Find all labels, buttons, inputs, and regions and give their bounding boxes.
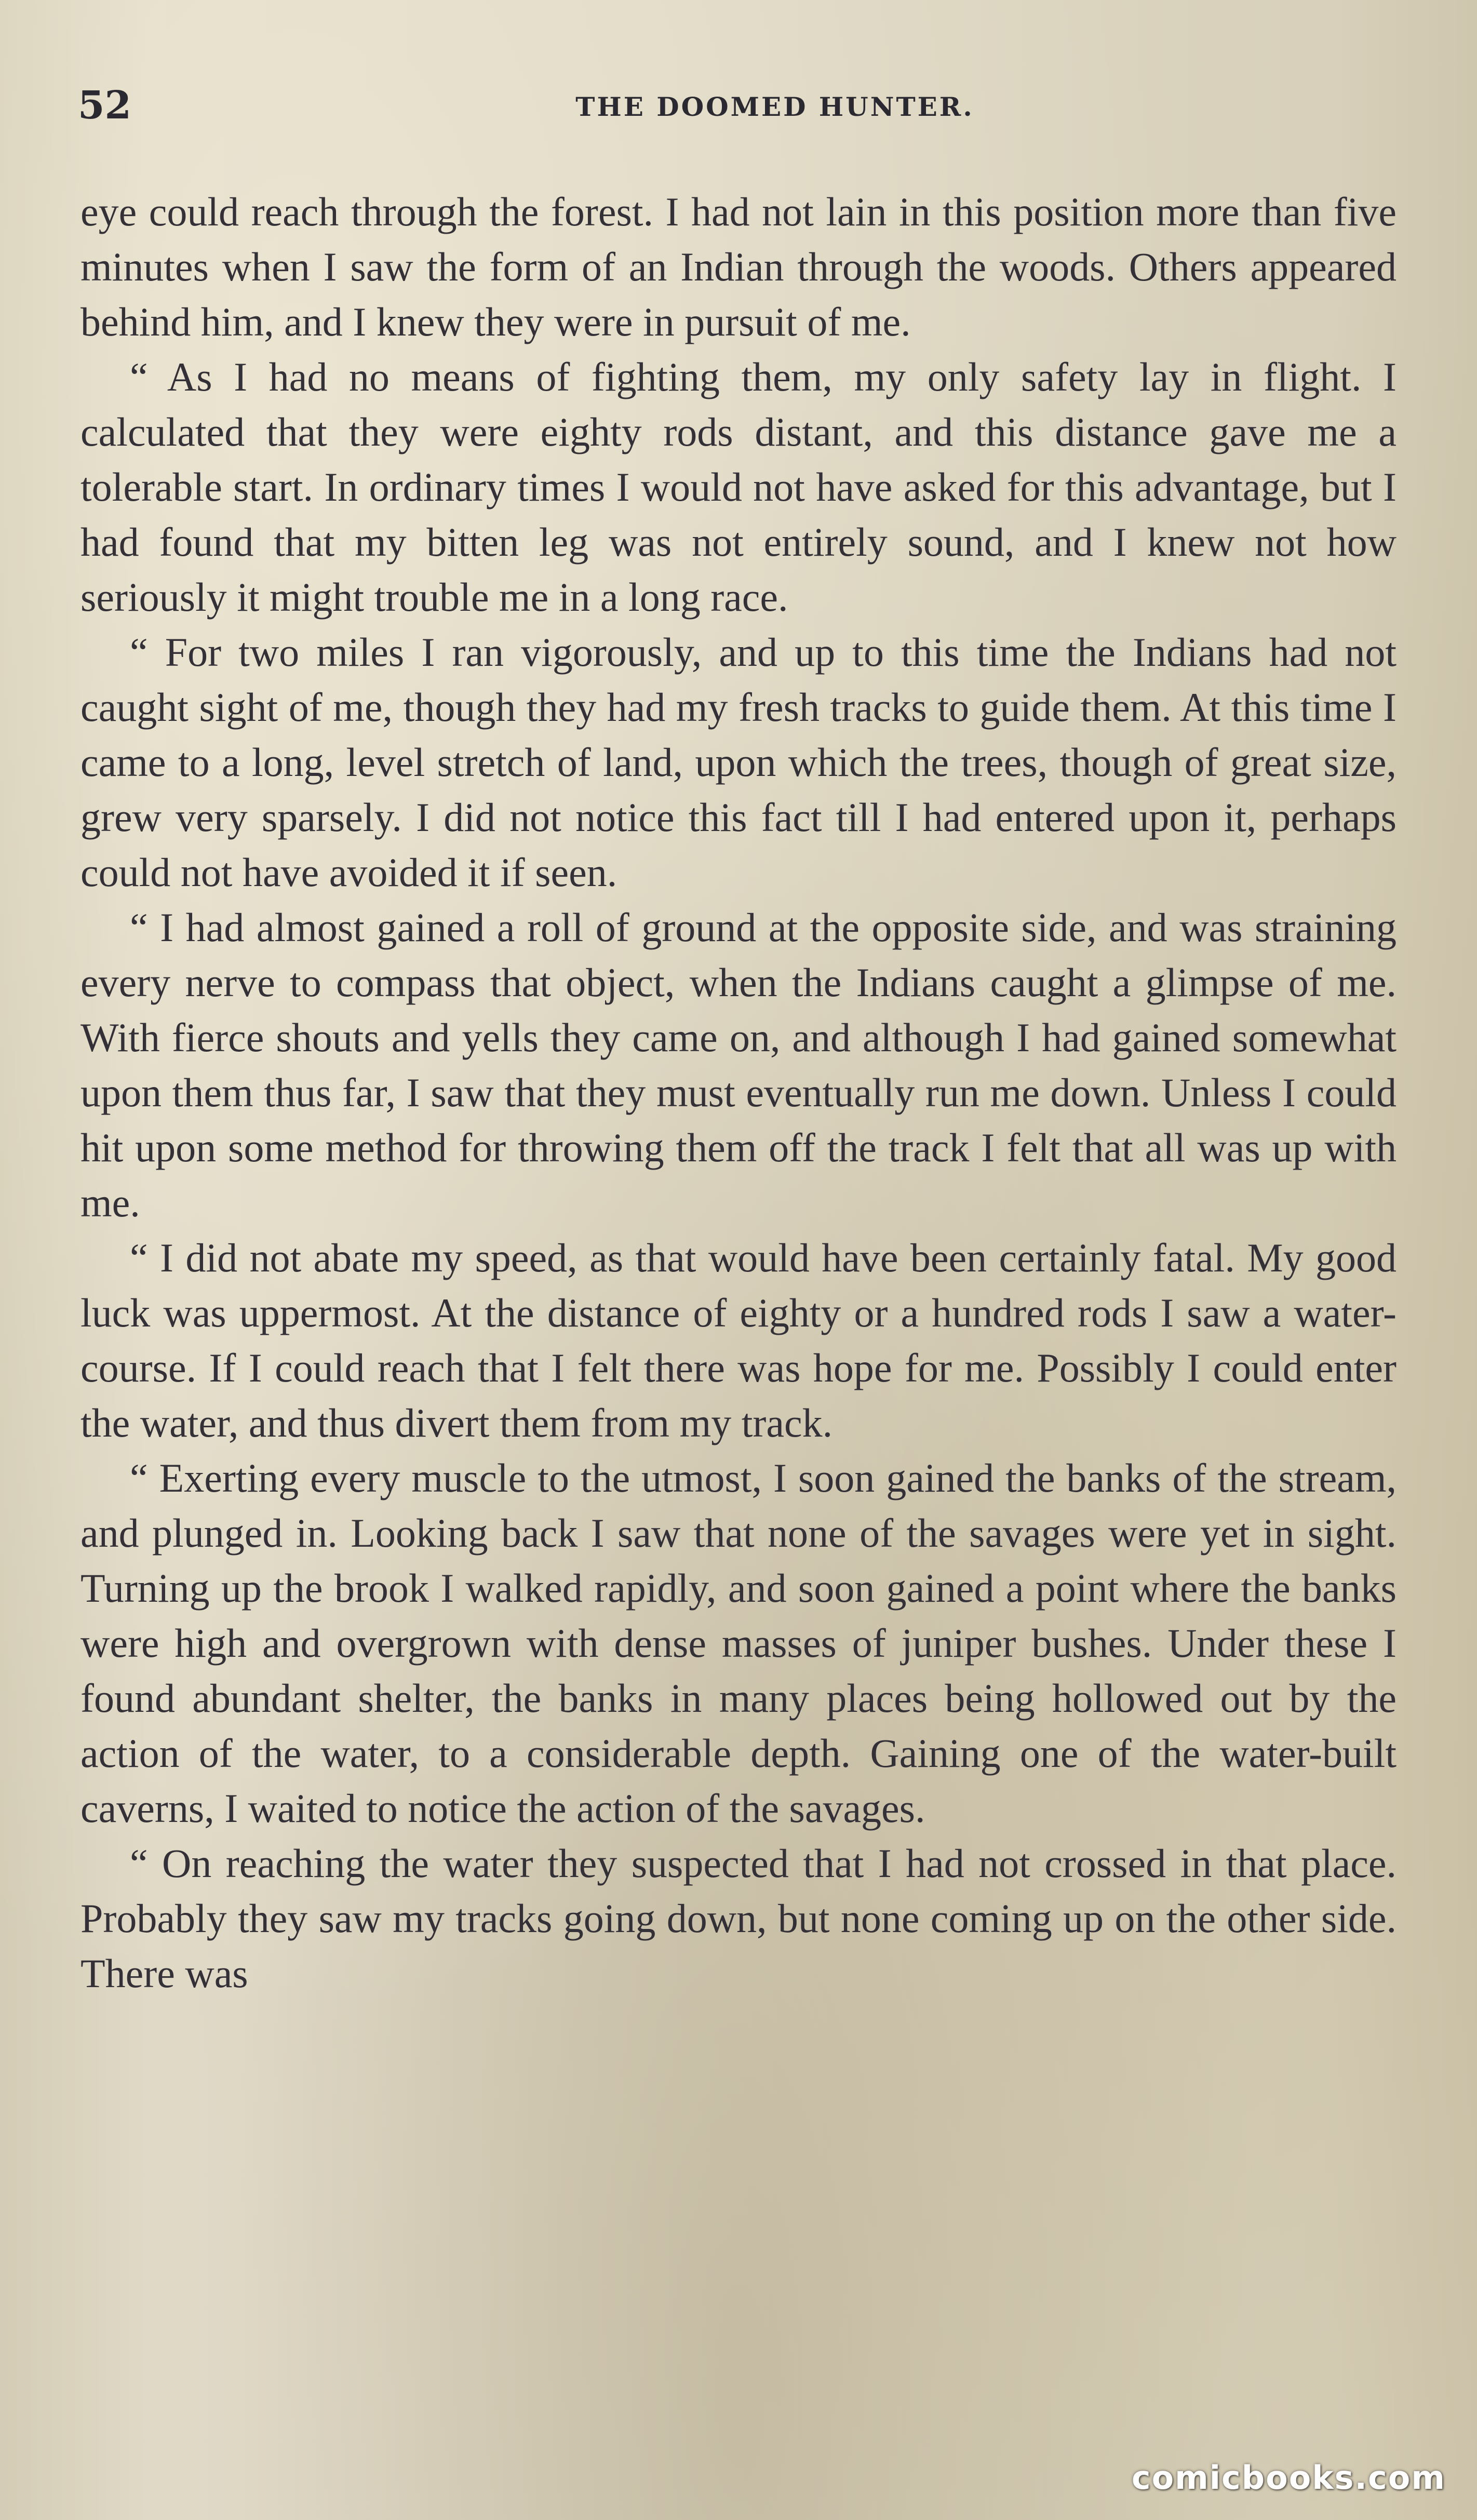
page-header	[78, 73, 1399, 135]
paragraph: “ Exerting every muscle to the utmost, I soon gained the banks of the stream, and plunged in. Looking back I saw that none of the savages were yet in sight. Turning up the brook I walked rapidly, and soon gained a point where the banks were high and overgrown with dense masses of juniper bushes. Under these I found abundant shelter, the banks in many places being hollowed out by the action of the water, to a considerable depth. Gaining one of the water-built caverns, I waited to notice the action of the savages.	[80, 1455, 1397, 1831]
paragraph: “ I did not abate my speed, as that would have been certainly fatal. My good luck was uppermost. At the distance of eighty or a hundred rods I saw a water-course. If I could reach that I felt there was hope for me. Possibly I could enter the water, and thus divert them from my track.	[80, 1235, 1397, 1445]
watermark: comicbooks.com	[1131, 2459, 1446, 2497]
body-text	[80, 184, 1397, 2001]
page-number: 52	[78, 83, 131, 128]
paragraph: “ On reaching the water they suspected that I had not crossed in that place. Probably they saw my tracks going down, but none coming up on the other side. There was	[80, 1841, 1397, 1996]
paragraph: “ As I had no means of fighting them, my only safety lay in flight. I calculated that they were eighty rods distant, and this distance gave me a tolerable start. In ordinary times I would not have asked for this advantage, but I had found that my bitten leg was not entirely sound, and I knew not how seriously it might trouble me in a long race.	[80, 354, 1397, 620]
paragraph: “ I had almost gained a roll of ground at the opposite side, and was straining every nerve to compass that object, when the Indians caught a glimpse of me. With fierce shouts and yells they came on, and although I had gained somewhat upon them thus far, I saw that they must eventually run me down. Unless I could hit upon some method for throwing them off the track I felt that all was up with me.	[80, 905, 1397, 1225]
paragraph: eye could reach through the forest. I had not lain in this position more than five minutes when I saw the form of an Indian through the woods. Others appeared behind him, and I knew they were in pursuit of me.	[80, 189, 1397, 344]
running-title: THE DOOMED HUNTER.	[575, 91, 974, 122]
paragraph: “ For two miles I ran vigorously, and up to this time the Indians had not caught sight of me, though they had my fresh tracks to guide them. At this time I came to a long, level stretch of land, upon which the trees, though of great size, grew very sparsely. I did not notice this fact till I had entered upon it, perhaps could not have avoided it if seen.	[80, 629, 1397, 895]
